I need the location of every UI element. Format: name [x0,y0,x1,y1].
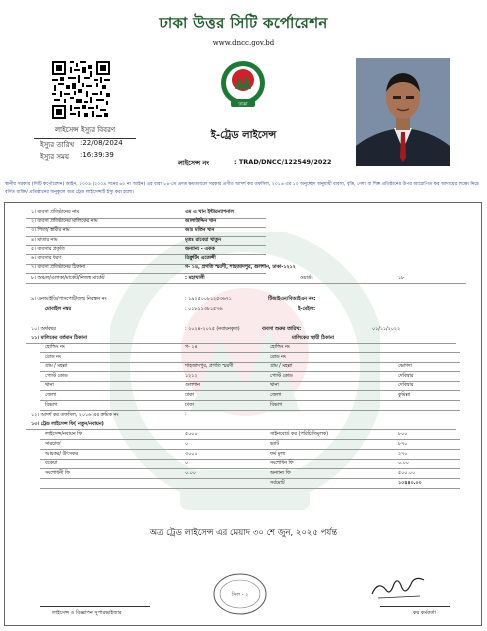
fee-value-right: ৮৭০ [398,441,408,447]
permanent-address-label: থানা [270,383,279,389]
mobile-label: মোবাইল নম্বর [45,307,72,312]
area-value: : মহাখালী [185,276,205,281]
address-value: গুলশান [185,383,200,389]
mobile-value: : ০১৮১১৩৮১৫৭৬ [185,307,223,312]
website-url[interactable]: www.dncc.gov.bd [212,39,275,47]
legal-intro-text: স্থানীয় সরকার (সিটি কর্পোরেশন) আইন, ২০০৯ (২০০৯ সনের ৬০ নং আইন) এর ধারা ৮৪-তে প্রদত্ত ক্ষমতাবলে সরকার প্রণীত আদর্শ কর তফসিল, ২০১৬ এর ১০ অনুচ্ছেদ অনুযায়ী ব্যবসা, বৃত্তি, পেশা বা শিল্প প্রতিষ্ঠানের উপর আরোপিত কর আদায়ের লক্ষ্যে নিম্নে বর্ণিত ব্যক্তি/ প্রতিষ্ঠানের অনুকূলে অত্র ট্রেড লাইসেন্সটি ইস্যু করা হলো। [5,182,479,195]
address-label: হোল্ডিং নং [45,345,65,350]
address-heading-line [26,343,456,344]
ward-value: ১৮ [398,276,405,281]
fee-value-right: ৮০০ [398,432,408,437]
address-value: ১২১২ [185,373,198,379]
fee-value-right: ০.০০ [398,461,409,467]
issue-time-row [40,151,114,163]
business-start-label: ব্যবসা শুরুর তারিখ: [262,327,302,332]
permanent-address-label: রোড নং [270,354,286,360]
fee-divider [40,468,460,469]
field-value: অন্যান্য - একক [185,246,215,252]
address-divider [40,390,460,391]
license-validity-text: অত্র ট্রেড লাইসেন্স এর মেয়াদ ৩০ শে জুন, ২০২৫ পর্যন্ত [149,528,338,538]
field-label: ৩। পিতা/ স্বামীর নাম [31,228,70,234]
issue-date-value: :22/08/2024 [80,139,123,147]
fee-divider [40,478,460,479]
fees-heading-line [26,429,456,430]
field-value: আলাউদ্দিন খান [185,219,217,225]
business-start-value: ০১/১১/২০২২ [372,327,401,332]
fiscal-value: : ২০২৪-২০২৫ (নবায়নকৃত) [185,327,240,332]
fee-divider [40,488,460,489]
present-address-heading: ১১। মালিকের বর্তমান ঠিকানা [31,336,87,341]
address-value: গ- ১৪ [185,345,198,350]
address-divider [40,362,460,363]
owner-photo [356,58,450,166]
fee-label-right: সংশোধন ফি [270,461,294,467]
fee-value: ৫০০০ [185,432,198,437]
permanent-address-value: দেবিদ্বার [398,383,414,389]
field-value: রিক্রুটিং এজেন্সী [185,256,216,261]
ward-label: ওয়ার্ড: [300,276,313,281]
field-label: ২। ব্যবসা প্রতিষ্ঠানের মালিকের নাম [31,219,98,225]
area-divider [26,283,466,284]
license-number-value: : TRAD/DNCC/122549/2022 [234,158,332,166]
address-divider [40,410,460,411]
fee-label: আয়কর/ উৎসকর [45,451,79,457]
field-value: মৃতঃ রাবেয়া খাতুন [185,237,222,243]
nid-label: ৯। এনআইডি/পাসপোর্ট/জন্ম নিবন্ধন নং [31,297,107,302]
fee-label: লাইসেন্স/নবায়ন ফি [45,432,82,437]
field-label: ৭। ব্যবসা প্রতিষ্ঠানের ঠিকানা [31,265,86,271]
permanent-address-value: দেবিদ্বার [398,373,414,379]
permanent-address-label: পোস্ট কোড [270,373,293,379]
right-signature-line [380,606,450,607]
permanent-address-label: জেলা [270,393,282,398]
office-seal-stamp [212,572,268,616]
address-label: বিভাগ [45,402,58,408]
address-value: শাহজাদপুর, প্রগতি স্মরণী [185,364,234,370]
fee-value: ০.০০ [185,471,196,477]
fee-value-right: ২৭০ [398,451,408,457]
fee-label-right: সর্বমোট [270,481,285,486]
fee-label: সারচার্জ [45,441,61,447]
permanent-address-value: কুমিল্লা [398,393,411,398]
issue-date-label: ইস্যুর তারিখ [40,141,75,149]
fee-value: ০ [185,441,189,447]
qr-code [52,61,110,119]
field-label: ৬। ব্যবসার ধরণ [31,256,62,261]
permanent-address-label: হোল্ডিং নং [270,345,290,350]
address-divider [40,381,460,382]
issue-time-label: ইস্যুর সময় [40,153,70,161]
field-label: ১। ব্যবসা প্রতিষ্ঠানের নাম [31,210,80,215]
fee-divider [40,459,460,460]
fee-label-right: ভ্যাট [270,441,279,447]
permanent-address-label: বিভাগ [270,402,283,408]
fee-value: ৩০০০ [185,451,198,457]
schedule-label: ১২। আদর্শ কর তফসিল, ২০১৬ এর ক্রমিক নং [31,413,119,418]
left-signature-line [40,606,150,607]
fee-label-right: ফর্ম মূল্য [270,451,286,457]
email-label: ই-মেইল: [298,307,316,312]
license-number-label: লাইসেন্স নং [178,159,210,167]
emblem-text: ঢাকা [238,101,248,108]
fee-divider [40,449,460,450]
fee-value-right: ৫০০.০০ [398,471,416,477]
fee-value: ০ [185,461,189,467]
field-divider [26,236,266,237]
address-label: পোস্ট কোড [45,373,68,379]
field-value: আঃ মতিন খান [185,228,215,234]
address-label: জেলা [45,393,57,398]
fee-label-right: সাইনবোর্ড কর (পরিচিতিমূলক) [270,432,329,437]
field-label: ৫। ব্যবসার প্রকৃতি [31,246,65,252]
fee-label-right: অন্যান্য ফি [270,471,291,477]
address-label: থানা [45,383,54,389]
area-label: ৮। অঞ্চল/এলাকা/মার্কেট/নিজস্ব মার্কেট [31,276,105,281]
address-label: রোড নং [45,354,61,360]
address-divider [40,352,460,353]
field-value: এম এ খান ইন্টারন্যাশনাল [185,210,234,215]
stamp-text: সিল - ২ [231,592,249,598]
address-divider [40,400,460,401]
etrade-license-heading: ই-ট্রেড লাইসেন্স [210,130,277,141]
bin-label: টিআইএন/বিআইএন নং: [268,297,316,302]
dncc-emblem [219,59,267,111]
permanent-address-label: গ্রাম / মহল্লা [270,364,293,370]
corporation-title: ঢাকা উত্তর সিটি কর্পোরেশন [159,14,328,32]
fees-heading: ১৩। ট্রেড লাইসেন্স ফি( নতুন/নবায়ন) [31,422,104,427]
address-value: ঢাকা [185,402,194,408]
issue-details-heading: লাইসেন্স ইস্যুর বিবরণ [34,124,136,139]
fee-divider [40,439,460,440]
fee-label: সংশোধনী ফি [45,471,70,477]
field-label: ৪। মাতার নাম [31,237,58,243]
fee-value-right: ১০৪৪০.০০ [398,481,422,486]
address-label: গ্রাম / মহল্লা [45,364,68,370]
address-divider [40,371,460,372]
fiscal-label: ১০। অর্থবছর [31,327,56,332]
field-value: গ- ১৪, প্রগতি স্মরণী, শাহজাদপুর, গুলশান, ঢাকা-১২১২ [185,265,296,271]
permanent-address-value: ভোগদা [398,364,412,370]
issue-time-value: :16:39:39 [80,151,114,159]
field-divider [26,254,266,255]
address-value: ঢাকা [185,393,194,398]
supervisor-signature-label: লাইসেন্স ও বিজ্ঞাপন সুপারভাইজার [52,610,122,616]
tax-officer-label: কর কর্মকর্তা [413,610,436,616]
permanent-address-heading: মালিকের স্থায়ী ঠিকানা [292,336,334,341]
tax-officer-signature [368,572,428,602]
nid-value: : ১৯২৫০০৮১২৫৩৬৭১ [185,297,232,302]
field-divider [26,273,266,274]
fee-label: বকেয়া [45,461,58,467]
schedule-value: : [185,412,187,417]
